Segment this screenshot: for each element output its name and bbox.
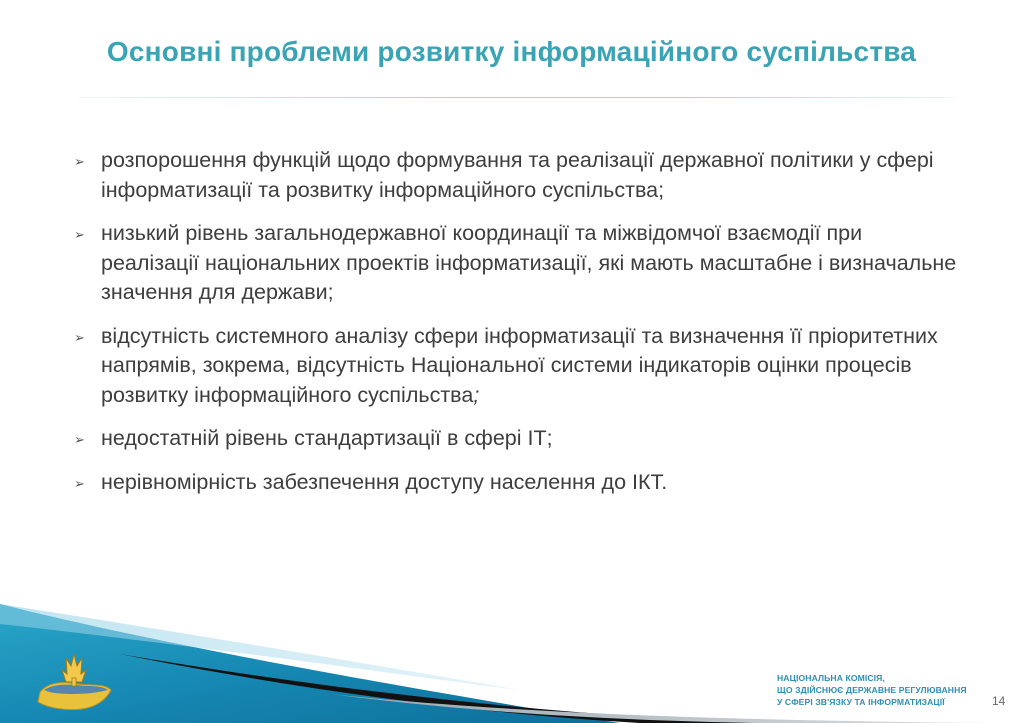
org-name-line: НАЦІОНАЛЬНА КОМІСІЯ,	[777, 673, 885, 683]
org-name-line: У СФЕРІ ЗВ'ЯЗКУ ТА ІНФОРМАТИЗАЦІЇ	[777, 697, 945, 707]
bullet-text: відсутність системного аналізу сфери інформатизації та визначення її пріоритетних напрямів, зокрема, відсутність Національної системи індикаторів оцінки процесів розвитку інформаційного суспільства	[101, 323, 938, 407]
title-divider	[78, 97, 953, 98]
bullet-item	[72, 146, 962, 205]
slide-title: Основні проблеми розвитку інформаційного суспільства	[106, 36, 917, 67]
bullet-item	[72, 424, 962, 454]
arrow-bullet-icon: ➢	[74, 329, 85, 345]
page-number: 14	[992, 694, 1006, 708]
bullet-text-tail: ;	[473, 382, 480, 407]
bullet-item	[72, 322, 962, 411]
arrow-bullet-icon: ➢	[74, 432, 85, 447]
arrow-bullet-icon: ➢	[74, 154, 85, 169]
bullet-item	[72, 468, 962, 498]
bullet-list	[72, 146, 962, 511]
arrow-bullet-icon: ➢	[74, 475, 85, 491]
bullet-item	[72, 219, 962, 308]
org-name-line: ЩО ЗДІЙСНЮЄ ДЕРЖАВНЕ РЕГУЛЮВАННЯ	[777, 685, 967, 695]
bullet-text: розпорошення функцій щодо формування та реалізації державної політики у сфері інформатизації та розвитку інформаційного суспільства;	[101, 148, 934, 202]
bullet-text: нерівномірність забезпечення доступу населення до ІКТ.	[101, 469, 668, 494]
bullet-text: низький рівень загальнодержавної координації та міжвідомчої взаємодії при реалізації національних проектів інформатизації, які мають масштабне і визначальне значення для держави;	[101, 221, 957, 304]
arrow-bullet-icon: ➢	[74, 227, 85, 242]
footer-organization	[777, 672, 967, 708]
bullet-text: недостатній рівень стандартизації в сфері ІТ;	[101, 426, 553, 450]
trident-emblem-icon	[34, 648, 114, 714]
